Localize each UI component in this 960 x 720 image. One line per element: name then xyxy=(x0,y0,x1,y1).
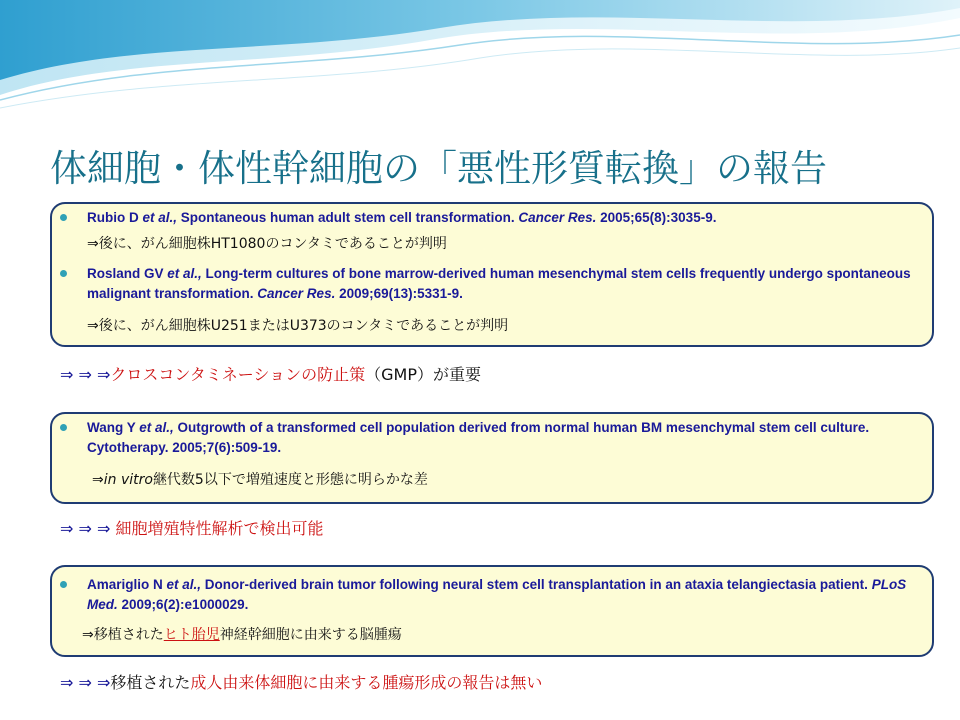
ref-citation: 2009;69(13):5331-9. xyxy=(335,286,463,301)
ref-title: Outgrowth of a transformed cell population derived from normal human BM mesenchymal stem cell culture. Cytotherapy. 2005;7(6):509-19. xyxy=(87,420,870,455)
note-invitro: in vitro xyxy=(103,472,153,488)
conclusion-highlight: 成人由来体細胞に由来する腫瘍形成の報告は無い xyxy=(190,673,543,692)
note-highlight: ヒト胎児 xyxy=(163,627,220,643)
conclusion-2 xyxy=(60,516,323,542)
conclusion-text: 移植された xyxy=(110,673,191,692)
arrows: ⇒ ⇒ ⇒ xyxy=(60,519,111,538)
reference-note-amariglio xyxy=(82,625,920,645)
ref-etal: et al., xyxy=(139,420,174,435)
conclusion-1 xyxy=(60,362,481,388)
note-prefix: ⇒移植された xyxy=(82,627,164,643)
reference-amariglio xyxy=(87,575,920,615)
note-text: 神経幹細胞に由来する脳腫瘍 xyxy=(219,627,402,643)
ref-author: Rosland GV xyxy=(87,266,164,281)
ref-journal: Cancer Res. xyxy=(518,210,597,225)
reference-note-rosland: ⇒後に、がん細胞株U251またはU373のコンタミであることが判明 xyxy=(87,318,509,334)
arrows: ⇒ ⇒ ⇒ xyxy=(60,673,111,692)
conclusion-highlight: 細胞増殖特性解析で検出可能 xyxy=(110,519,324,538)
ref-etal: et al., xyxy=(142,210,178,225)
ref-journal: PLoS Med. xyxy=(87,577,907,612)
reference-rubio xyxy=(87,208,920,228)
reference-box-1 xyxy=(50,202,934,347)
reference-wang xyxy=(87,418,920,458)
conclusion-3 xyxy=(60,670,542,696)
header-wave-decoration xyxy=(0,0,960,115)
bullet-icon xyxy=(60,214,67,221)
ref-etal: et al., xyxy=(166,577,202,592)
ref-author: Rubio D xyxy=(87,210,139,225)
reference-note-wang xyxy=(92,470,920,490)
slide-title: 体細胞・体性幹細胞の「悪性形質転換」の報告 xyxy=(50,147,827,190)
ref-journal: Cancer Res. xyxy=(257,286,336,301)
ref-author: Wang Y xyxy=(87,420,136,435)
conclusion-highlight: クロスコンタミネーションの防止策 xyxy=(110,365,366,384)
conclusion-text: （GMP）が重要 xyxy=(365,365,481,384)
note-text: 継代数5以下で増殖速度と形態に明らかな差 xyxy=(152,472,428,488)
ref-etal: et al., xyxy=(167,266,202,281)
ref-citation: 2009;6(2):e1000029. xyxy=(117,597,249,612)
ref-author: Amariglio N xyxy=(87,577,163,592)
reference-box-3 xyxy=(50,565,934,657)
ref-citation: 2005;65(8):3035-9. xyxy=(596,210,717,225)
reference-note-rubio: ⇒後に、がん細胞株HT1080のコンタミであることが判明 xyxy=(87,236,447,252)
bullet-icon xyxy=(60,581,67,588)
ref-title: Donor-derived brain tumor following neural stem cell transplantation in an ataxia telangiectasia patient. xyxy=(201,577,872,592)
reference-box-2 xyxy=(50,412,934,504)
ref-title: Spontaneous human adult stem cell transformation. xyxy=(177,210,519,225)
reference-rosland xyxy=(87,264,920,304)
bullet-icon xyxy=(60,270,67,277)
arrows: ⇒ ⇒ ⇒ xyxy=(60,365,111,384)
bullet-icon xyxy=(60,424,67,431)
note-arrow: ⇒ xyxy=(92,472,104,488)
ref-title: Long-term cultures of bone marrow-derived human mesenchymal stem cells frequently undergo spontaneous malignant transformation. xyxy=(87,266,911,301)
